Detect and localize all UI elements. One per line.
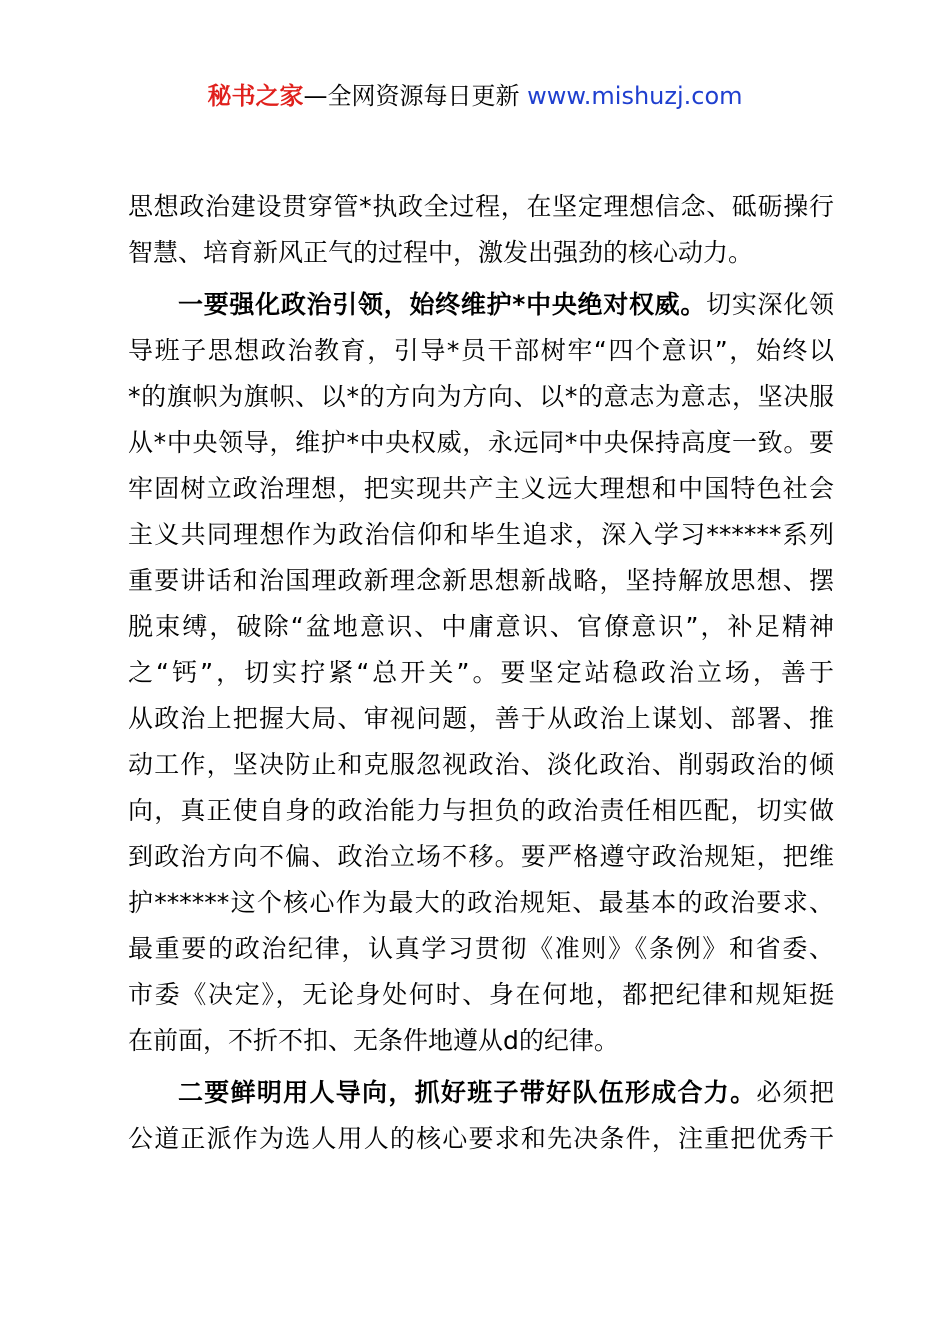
text-line: 之“钙”，切实拧紧“总开关”。要坚定站稳政治立场，善于 (128, 658, 834, 687)
text-line: 市委《决定》，无论身处何时、身在何地，都把纪律和规矩挺 (128, 980, 834, 1009)
text-line: 主义共同理想作为政治信仰和毕生追求，深入学习******系列 (128, 520, 834, 549)
site-url-link[interactable]: www.mishuzj.com (527, 82, 743, 110)
text-line: 思想政治建设贯穿管*执政全过程，在坚定理想信念、砥砺操行 (128, 192, 834, 221)
text-line: 到政治方向不偏、政治立场不移。要严格遵守政治规矩，把维 (128, 842, 834, 871)
text-line: 从政治上把握大局、审视问题，善于从政治上谋划、部署、推 (128, 704, 834, 733)
text-line: 动工作，坚决防止和克服忽视政治、淡化政治、削弱政治的倾 (128, 750, 834, 779)
brand-name: 秘书之家 (207, 82, 304, 110)
text-line: 重要讲话和治国理政新理念新思想新战略，坚持解放思想、摆 (128, 566, 834, 595)
section-heading: 一要强化政治引领，始终维护*中央绝对权威。 (178, 290, 707, 319)
text-run: 切实深化领 (706, 290, 834, 319)
text-run: 必须把 (756, 1078, 834, 1107)
text-line: 在前面，不折不扣、无条件地遵从d的纪律。 (128, 1026, 619, 1055)
paragraph (128, 282, 834, 1064)
header-tagline: —全网资源每日更新 (303, 82, 528, 110)
text-line: 向，真正使自身的政治能力与担负的政治责任相匹配，切实做 (128, 796, 834, 825)
text-line: 最重要的政治纪律，认真学习贯彻《准则》《条例》和省委、 (128, 934, 834, 963)
text-line: 从*中央领导，维护*中央权威，永远同*中央保持高度一致。要 (128, 428, 834, 457)
text-line: 护******这个核心作为最大的政治规矩、最基本的政治要求、 (128, 888, 834, 917)
text-line: 智慧、培育新风正气的过程中，激发出强劲的核心动力。 (128, 238, 754, 267)
document-body (128, 184, 834, 1162)
text-line: 导班子思想政治教育，引导*员干部树牢“四个意识”，始终以 (128, 336, 834, 365)
paragraph (128, 184, 834, 276)
text-line: 牢固树立政治理想，把实现共产主义远大理想和中国特色社会 (128, 474, 834, 503)
text-line (128, 1070, 834, 1116)
site-header (0, 80, 950, 112)
section-heading: 二要鲜明用人导向，抓好班子带好队伍形成合力。 (178, 1078, 757, 1107)
text-line (128, 282, 834, 328)
text-line: 公道正派作为选人用人的核心要求和先决条件，注重把优秀干 (128, 1124, 834, 1153)
paragraph (128, 1070, 834, 1162)
text-line: *的旗帜为旗帜、以*的方向为方向、以*的意志为意志，坚决服 (128, 382, 834, 411)
text-line: 脱束缚，破除“盆地意识、中庸意识、官僚意识”，补足精神 (128, 612, 834, 641)
